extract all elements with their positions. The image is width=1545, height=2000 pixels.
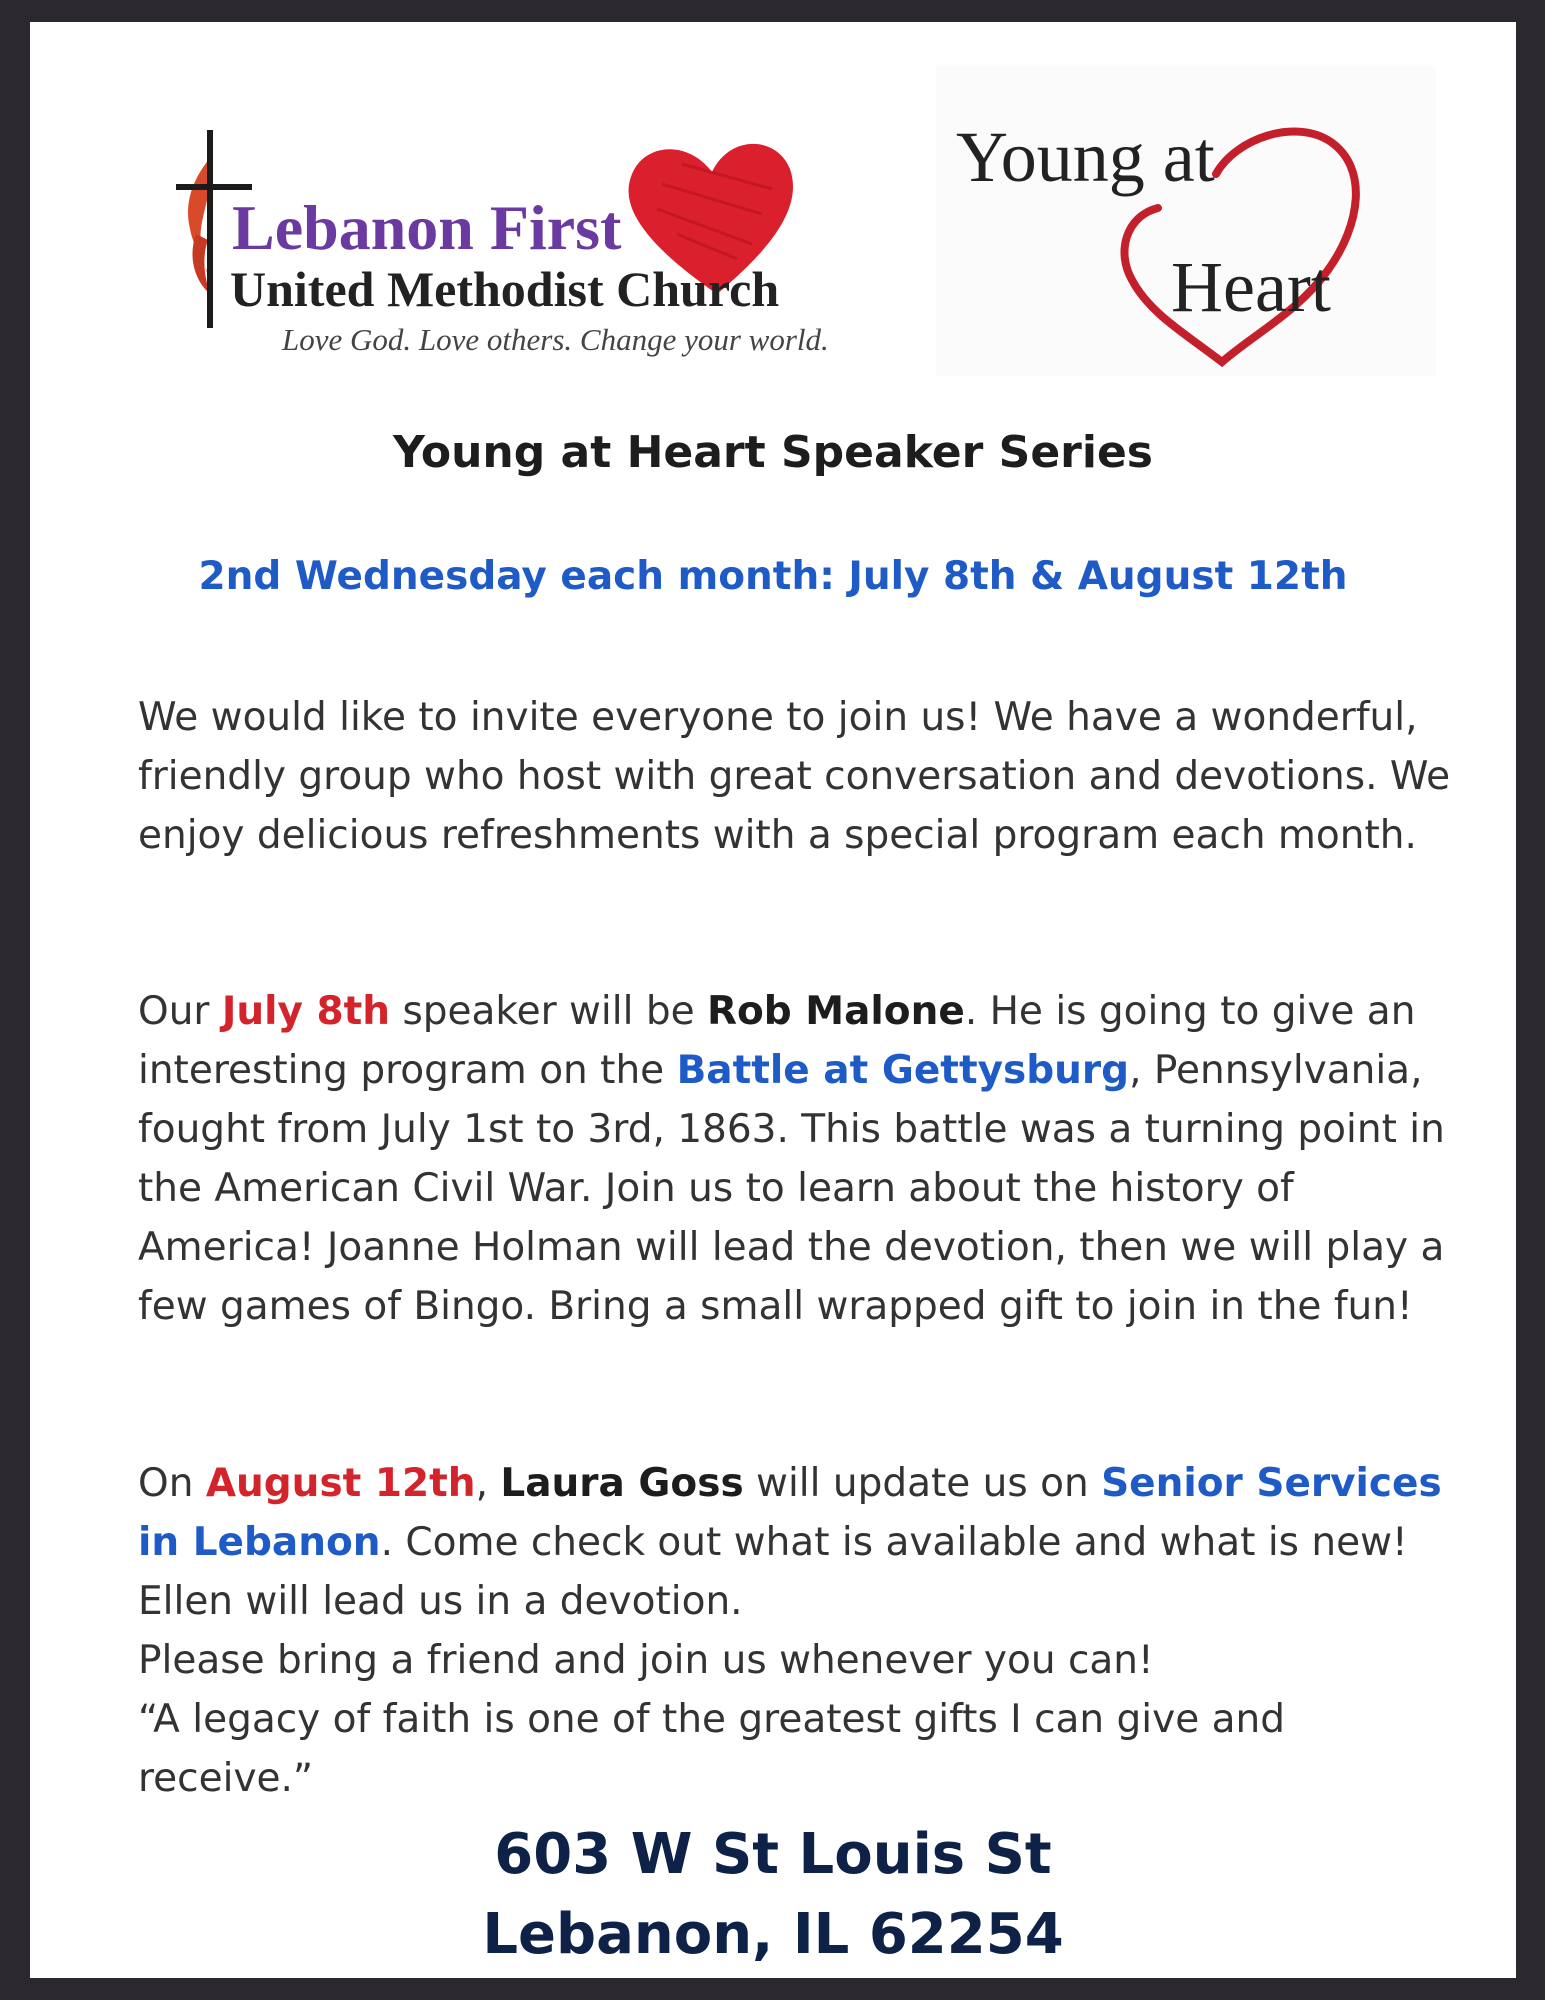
text-run: Our bbox=[138, 989, 222, 1034]
intro-paragraph: We would like to invite everyone to join us! We have a wonderful, friendly group who host with great conversation and devotions. We enjoy delicious refreshments with a special program each month. bbox=[138, 695, 1451, 858]
text-run: will update us on bbox=[743, 1461, 1102, 1506]
page-title: Young at Heart Speaker Series bbox=[393, 427, 1153, 478]
church-name-line2: United Methodist Church bbox=[230, 261, 780, 317]
young-at-heart-logo bbox=[936, 66, 1436, 376]
address-street: 603 W St Louis St bbox=[494, 1822, 1052, 1887]
logo-text-young-at: Young at bbox=[956, 117, 1215, 197]
text-run: , bbox=[475, 1461, 501, 1506]
event-dates: 2nd Wednesday each month: July 8th & August 12th bbox=[198, 554, 1348, 599]
july-speaker: Rob Malone bbox=[706, 989, 965, 1034]
july-topic: Battle at Gettysburg bbox=[676, 1048, 1130, 1093]
august-topic: Senior Services in Lebanon bbox=[138, 1461, 1442, 1565]
quote: “A legacy of faith is one of the greatest gifts I can give and receive.” bbox=[138, 1697, 1285, 1801]
church-tagline: Love God. Love others. Change your world. bbox=[282, 322, 829, 357]
flyer-page bbox=[30, 22, 1516, 1978]
august-speaker: Laura Goss bbox=[500, 1461, 744, 1506]
august-date: August 12th bbox=[205, 1461, 476, 1506]
logo-text-heart: Heart bbox=[1171, 247, 1331, 327]
church-name-line1: Lebanon First bbox=[232, 192, 622, 263]
july-paragraph bbox=[138, 982, 1463, 1336]
text-run: speaker will be bbox=[390, 989, 707, 1034]
text-run: On bbox=[138, 1461, 206, 1506]
text-run: . He is going to give an interesting program on the bbox=[138, 989, 1416, 1093]
church-logo bbox=[162, 84, 907, 374]
august-paragraph bbox=[138, 1454, 1463, 1808]
text-run: . Come check out what is available and what is new! Ellen will lead us in a devotion. bbox=[138, 1520, 1408, 1624]
july-date: July 8th bbox=[221, 989, 391, 1034]
address-city: Lebanon, IL 62254 bbox=[482, 1902, 1064, 1967]
text-run: , Pennsylvania, fought from July 1st to 3rd, 1863. This battle was a turning point in the American Civil War. Join us to learn about the history of America! Joanne Holman will lead the devotion, then we will play a few games of Bingo. Bring a small wrapped gift to join in the fun! bbox=[138, 1048, 1445, 1329]
invite-line: Please bring a friend and join us whenever you can! bbox=[138, 1638, 1154, 1683]
